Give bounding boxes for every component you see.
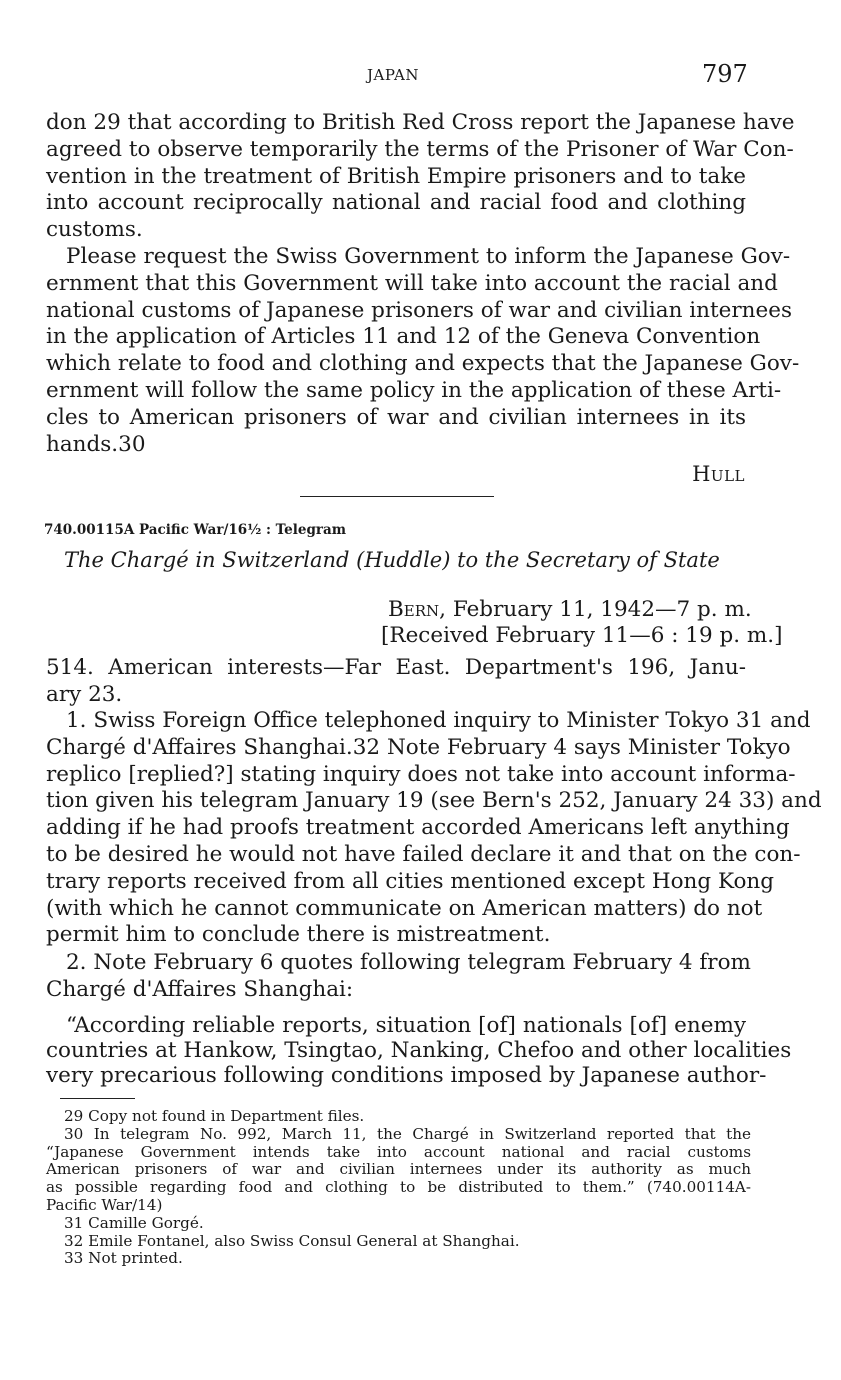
footnote: “Japanese Government intends take into account national and racial customs <box>46 1142 751 1161</box>
text-line: Chargé d'Affaires Shanghai: <box>46 976 354 1002</box>
place-date: , February 11, 1942—7 p. m. <box>439 597 752 622</box>
footnote: 31 Camille Gorgé. <box>64 1213 204 1232</box>
text-line: adding if he had proofs treatment accorded Americans left anything <box>46 815 790 841</box>
text-line: national customs of Japanese prisoners of war and civilian internees <box>46 297 793 323</box>
text-line: (with which he cannot communicate on American matters) do not <box>46 895 763 921</box>
text-line: ary 23. <box>46 681 123 707</box>
text-line: which relate to food and clothing and expects that the Japanese Gov- <box>46 351 800 377</box>
paragraph-2 <box>46 950 751 1004</box>
text-line: very precarious following conditions imposed by Japanese author- <box>46 1063 767 1088</box>
text-line: into account reciprocally national and racial food and clothing <box>46 190 746 216</box>
text-line: to be desired he would not have failed declare it and that on the con- <box>46 841 801 867</box>
text-line: cles to American prisoners of war and civilian internees in its <box>46 404 746 430</box>
text-line: hands.30 <box>46 431 146 457</box>
text-line: in the application of Articles 11 and 12 of the Geneva Convention <box>46 324 761 350</box>
text-line: don 29 that according to British Red Cross report the Japanese have <box>46 110 795 135</box>
footnote: as possible regarding food and clothing to be distributed to them.” (740.00114A- <box>46 1178 751 1197</box>
text-line: customs. <box>46 217 143 243</box>
quoted-telegram <box>46 1013 792 1088</box>
footnote: 29 Copy not found in Department files. <box>64 1107 365 1125</box>
text-line: ernment that this Government will take into account the racial and <box>46 270 778 296</box>
text-line: Please request the Swiss Government to inform the Japanese Gov- <box>66 244 791 269</box>
running-title: JAPAN <box>367 66 420 84</box>
text-line: countries at Hankow, Tsingtao, Nanking, Chefoo and other localities <box>46 1038 792 1063</box>
signature: Hull <box>692 462 745 486</box>
footnote: 32 Emile Fontanel, also Swiss Consul General at Shanghai. <box>64 1231 520 1250</box>
text-line: vention in the treatment of British Empire prisoners and to take <box>46 163 746 189</box>
section-divider <box>300 496 494 497</box>
text-line: permit him to conclude there is mistreatment. <box>46 922 551 948</box>
text-line: replico [replied?] stating inquiry does not take into account informa- <box>46 761 796 787</box>
file-number: 740.00115A Pacific War/16½ : Telegram <box>44 522 347 538</box>
text-line: ernment will follow the same policy in the application of these Arti- <box>46 377 782 403</box>
text-line: “According reliable reports, situation [of] nationals [of] enemy <box>66 1013 746 1038</box>
footnote: 30 In telegram No. 992, March 11, the Chargé in Switzerland reported that the <box>64 1124 751 1143</box>
text-line: agreed to observe temporarily the terms of the Prisoner of War Con- <box>46 136 794 162</box>
page-number: 797 <box>702 60 748 88</box>
text-line: 2. Note February 6 quotes following telegram February 4 from <box>66 950 751 975</box>
place-date-line <box>388 597 752 622</box>
document-title: The Chargé in Switzerland (Huddle) to the Secretary of State <box>64 548 720 572</box>
paragraph-1 <box>46 708 822 949</box>
footnote: 33 Not printed. <box>64 1249 183 1268</box>
footnotes <box>46 1108 751 1268</box>
place-city: Bern <box>388 597 440 622</box>
received-line: [Received February 11—6 : 19 p. m.] <box>381 623 783 648</box>
text-line: tion given his telegram January 19 (see Bern's 252, January 24 33) and <box>46 788 822 814</box>
text-line: Chargé d'Affaires Shanghai.32 Note February 4 says Minister Tokyo <box>46 734 791 760</box>
text-line: 1. Swiss Foreign Office telephoned inquiry to Minister Tokyo 31 and <box>66 708 811 733</box>
text-line: 514. American interests—Far East. Department's 196, Janu- <box>46 655 746 680</box>
text-line: trary reports received from all cities mentioned except Hong Kong <box>46 868 775 894</box>
footnote: Pacific War/14) <box>46 1195 163 1214</box>
footnote: American prisoners of war and civilian internees under its authority as much <box>46 1160 751 1179</box>
footnote-divider <box>60 1098 135 1099</box>
paragraph-request <box>46 244 800 458</box>
paragraph-514 <box>46 655 746 709</box>
paragraph-continuation <box>46 110 795 244</box>
